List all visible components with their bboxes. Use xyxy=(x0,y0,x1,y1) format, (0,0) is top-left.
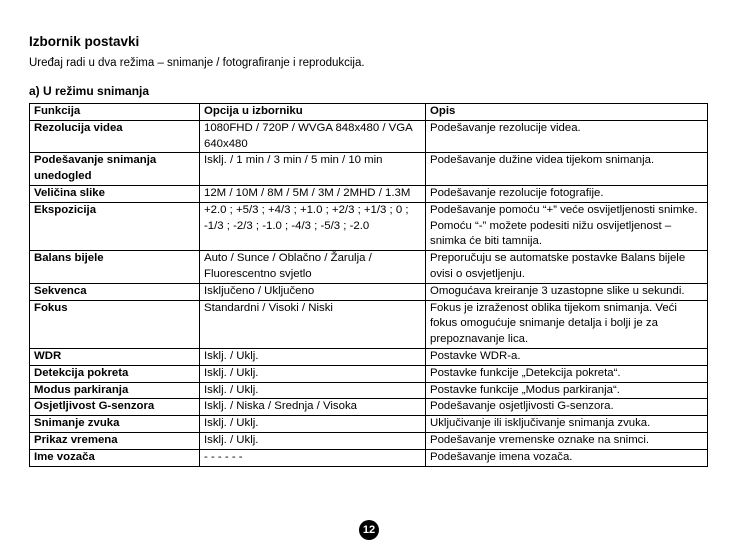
table-row xyxy=(30,382,708,399)
table-row xyxy=(30,185,708,202)
row-function: Detekcija pokreta xyxy=(30,365,200,382)
row-function: Osjetljivost G-senzora xyxy=(30,399,200,416)
row-function: Sekvenca xyxy=(30,283,200,300)
table-row xyxy=(30,449,708,466)
row-description: Postavke funkcije „Modus parkiranja“. xyxy=(426,382,708,399)
row-option: Standardni / Visoki / Niski xyxy=(200,300,426,348)
page-title: Izbornik postavki xyxy=(29,34,140,49)
row-description: Podešavanje dužine videa tijekom snimanja. xyxy=(426,153,708,186)
row-function: Rezolucija videa xyxy=(30,120,200,153)
row-function: Ekspozicija xyxy=(30,202,200,250)
section-heading: a) U režimu snimanja xyxy=(29,84,150,98)
header-description: Opis xyxy=(426,104,708,121)
table-row xyxy=(30,432,708,449)
row-function: Podešavanje snimanja unedogled xyxy=(30,153,200,186)
row-option: Auto / Sunce / Oblačno / Žarulja / Fluorescentno svjetlo xyxy=(200,251,426,284)
row-description: Podešavanje rezolucije videa. xyxy=(426,120,708,153)
table-row xyxy=(30,120,708,153)
row-description: Preporučuju se automatske postavke Balans bijele ovisi o osvjetljenju. xyxy=(426,251,708,284)
row-description: Postavke WDR-a. xyxy=(426,348,708,365)
row-description: Podešavanje osjetljivosti G-senzora. xyxy=(426,399,708,416)
row-description: Podešavanje imena vozača. xyxy=(426,449,708,466)
table-row xyxy=(30,251,708,284)
table-row xyxy=(30,153,708,186)
row-option: Isklj. / Uklj. xyxy=(200,432,426,449)
row-description: Fokus je izraženost oblika tijekom snimanja. Veći fokus omogućuje snimanje detalja i bolji je za prepoznavanje lica. xyxy=(426,300,708,348)
row-option: Isklj. / Uklj. xyxy=(200,365,426,382)
table-row xyxy=(30,399,708,416)
table-header-row xyxy=(30,104,708,121)
settings-table xyxy=(29,103,708,467)
row-function: Ime vozača xyxy=(30,449,200,466)
row-function: Prikaz vremena xyxy=(30,432,200,449)
row-option: Isklj. / Uklj. xyxy=(200,382,426,399)
row-description: Postavke funkcije „Detekcija pokreta“. xyxy=(426,365,708,382)
row-description: Podešavanje vremenske oznake na snimci. xyxy=(426,432,708,449)
row-option: Isklj. / Uklj. xyxy=(200,348,426,365)
row-option: Isklj. / 1 min / 3 min / 5 min / 10 min xyxy=(200,153,426,186)
row-option: - - - - - - xyxy=(200,449,426,466)
row-function: Snimanje zvuka xyxy=(30,416,200,433)
row-description: Uključivanje ili isključivanje snimanja zvuka. xyxy=(426,416,708,433)
row-option: Isključeno / Uključeno xyxy=(200,283,426,300)
intro-text: Uređaj radi u dva režima – snimanje / fotografiranje i reprodukcija. xyxy=(29,57,365,69)
row-description: Podešavanje pomoću “+” veće osvijetljenosti snimke. Pomoću “-” možete podesiti nižu osvijetljenost – snimka će biti tamnija. xyxy=(426,202,708,250)
table-row xyxy=(30,348,708,365)
row-function: WDR xyxy=(30,348,200,365)
row-option: Isklj. / Uklj. xyxy=(200,416,426,433)
row-description: Podešavanje rezolucije fotografije. xyxy=(426,185,708,202)
row-description: Omogućava kreiranje 3 uzastopne slike u sekundi. xyxy=(426,283,708,300)
table-row xyxy=(30,300,708,348)
page-number-badge: 12 xyxy=(359,520,379,540)
header-option: Opcija u izborniku xyxy=(200,104,426,121)
table-row xyxy=(30,283,708,300)
row-function: Balans bijele xyxy=(30,251,200,284)
row-function: Fokus xyxy=(30,300,200,348)
table-row xyxy=(30,202,708,250)
header-function: Funkcija xyxy=(30,104,200,121)
row-function: Modus parkiranja xyxy=(30,382,200,399)
row-option: 12M / 10M / 8M / 5M / 3M / 2MHD / 1.3M xyxy=(200,185,426,202)
row-option: 1080FHD / 720P / WVGA 848x480 / VGA 640x480 xyxy=(200,120,426,153)
row-function: Veličina slike xyxy=(30,185,200,202)
table-row xyxy=(30,416,708,433)
row-option: Isklj. / Niska / Srednja / Visoka xyxy=(200,399,426,416)
row-option: +2.0 ; +5/3 ; +4/3 ; +1.0 ; +2/3 ; +1/3 ; 0 ; -1/3 ; -2/3 ; -1.0 ; -4/3 ; -5/3 ; -2.0 xyxy=(200,202,426,250)
table-row xyxy=(30,365,708,382)
